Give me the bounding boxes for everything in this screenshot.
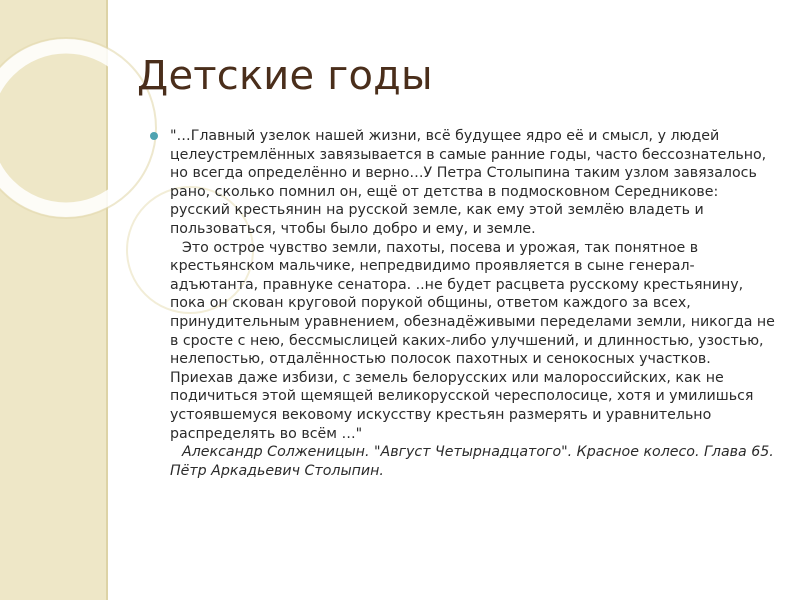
quote-paragraph-2: Это острое чувство земли, пахоты, посева и урожая, так понятное в крестьянском мальчике, непредвидимо проявляется в сыне генерал-адъютанта, правнуке сенатора. ..не будет расцвета русскому крестьянину, пока он скован круговой порукой общины, ответом каждого за всех, принудительным уравнением, обезнадёживыми переделами земли, никогда не в сросте с нею, бессмыслицей каких-либо улучшений, и длинностью, узостью, нелепостью, отдалённостью полосок пахотных и сенокосных участков. Приехав даже избизи, с земель белорусских или малороссийских, как не подичиться этой щемящей великорусской чересполосице, хотя и умилишься устоявшемуся вековому искусству крестьян размерять и уравнительно распределять во всём …" <box>170 239 775 442</box>
left-decorative-band <box>0 0 106 600</box>
quote-paragraph-1: "…Главный узелок нашей жизни, всё будущее ядро её и смысл, у людей целеустремлённых завязывается в самые ранние годы, часто бессознательно, но всегда определённо и верно…У Петра Столыпина таким узлом завязалось рано, сколько помнил он, ещё от детства в подмосковном Середникове: русский крестьянин на русской земле, как ему этой землёю владеть и пользоваться, чтобы было добро и ему, и земле. <box>170 128 767 237</box>
band-edge-line <box>106 0 108 600</box>
bullet-icon <box>150 132 158 140</box>
quote-attribution: Александр Солженицын. "Август Четырнадцатого". Красное колесо. Глава 65. Пётр Аркадьевич Столыпин. <box>170 444 774 479</box>
quote-text <box>170 127 776 480</box>
slide-body <box>150 127 780 480</box>
slide-title: Детские годы <box>137 53 433 99</box>
